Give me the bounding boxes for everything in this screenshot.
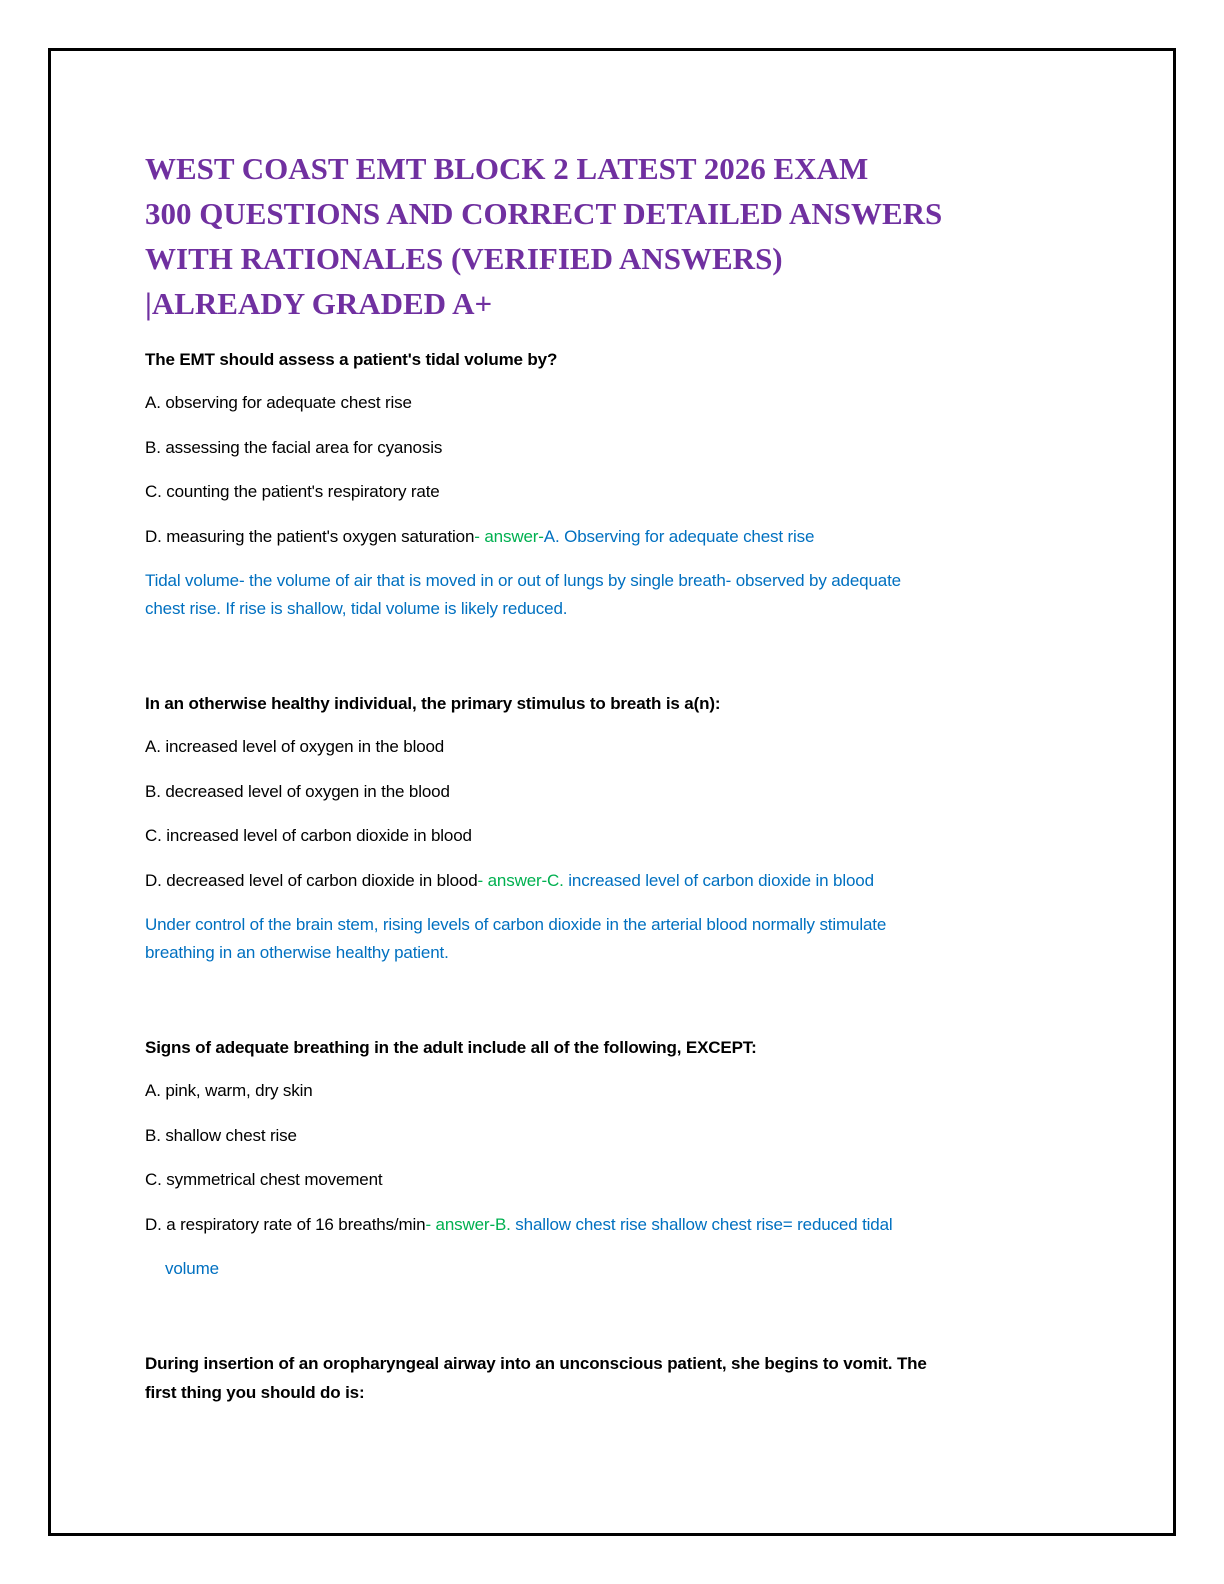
option-line: A. observing for adequate chest rise: [145, 393, 412, 412]
question-block: [145, 345, 1085, 623]
rationale: [145, 567, 1085, 623]
answer-line: [145, 867, 1085, 895]
rationale: [145, 911, 1085, 967]
answer-line: [145, 1211, 1085, 1239]
question-heading-line: Signs of adequate breathing in the adult include all of the following, EXCEPT:: [145, 1038, 757, 1057]
answer-option-prefix: D. a respiratory rate of 16 breaths/min: [145, 1214, 426, 1234]
option-line: B. decreased level of oxygen in the blood: [145, 781, 450, 801]
answer-text: shallow chest rise shallow chest rise= reduced tidal: [510, 1214, 893, 1234]
answer-text: increased level of carbon dioxide in blood: [563, 870, 874, 890]
answer-line: [145, 523, 1085, 551]
option-line: C. symmetrical chest movement: [145, 1170, 383, 1189]
question-heading: [145, 1349, 1085, 1407]
option-line: B. shallow chest rise: [145, 1125, 297, 1145]
answer-marker: - answer-C.: [477, 870, 564, 890]
question-block: [145, 1349, 1085, 1407]
rationale-line: Tidal volume- the volume of air that is moved in or out of lungs by single breath- observed by adequate: [145, 571, 901, 590]
rationale-line: chest rise. If rise is shallow, tidal volume is likely reduced.: [145, 599, 568, 618]
title-line: |ALREADY GRADED A+: [145, 286, 493, 321]
option-line: B. assessing the facial area for cyanosis: [145, 437, 443, 457]
answer-marker: - answer-: [474, 526, 544, 546]
document-content: [145, 146, 1085, 1422]
answer-option-prefix: D. decreased level of carbon dioxide in blood: [145, 870, 478, 890]
title-line: 300 QUESTIONS AND CORRECT DETAILED ANSWERS: [145, 196, 943, 231]
title-line: WITH RATIONALES (VERIFIED ANSWERS): [145, 241, 783, 276]
rationale-line: Under control of the brain stem, rising levels of carbon dioxide in the arterial blood normally stimulate: [145, 915, 887, 934]
title-line: WEST COAST EMT BLOCK 2 LATEST 2026 EXAM: [145, 151, 869, 186]
question-heading: [145, 1033, 1085, 1062]
questions: [145, 345, 1085, 1407]
answer-marker: - answer-B.: [425, 1214, 511, 1234]
question-heading-line: In an otherwise healthy individual, the primary stimulus to breath is a(n):: [145, 694, 721, 713]
question-heading: [145, 345, 1085, 374]
question-heading-line: During insertion of an oropharyngeal airway into an unconscious patient, she begins to vomit. The: [145, 1354, 927, 1373]
question-block: [145, 1033, 1085, 1283]
option-line: C. counting the patient's respiratory rate: [145, 482, 440, 501]
option-line: A. pink, warm, dry skin: [145, 1081, 313, 1100]
question-block: [145, 689, 1085, 967]
answer-text: A. Observing for adequate chest rise: [543, 526, 815, 546]
option-line: C. increased level of carbon dioxide in blood: [145, 826, 472, 845]
answer-option-prefix: D. measuring the patient's oxygen saturation: [145, 526, 475, 546]
answer-continuation-line: volume: [165, 1259, 219, 1278]
document-title: [145, 146, 1085, 326]
question-heading-line: The EMT should assess a patient's tidal volume by?: [145, 350, 558, 369]
option-line: A. increased level of oxygen in the blood: [145, 737, 445, 756]
rationale-line: breathing in an otherwise healthy patient.: [145, 943, 449, 962]
question-heading: [145, 689, 1085, 718]
question-heading-line: first thing you should do is:: [145, 1383, 365, 1402]
